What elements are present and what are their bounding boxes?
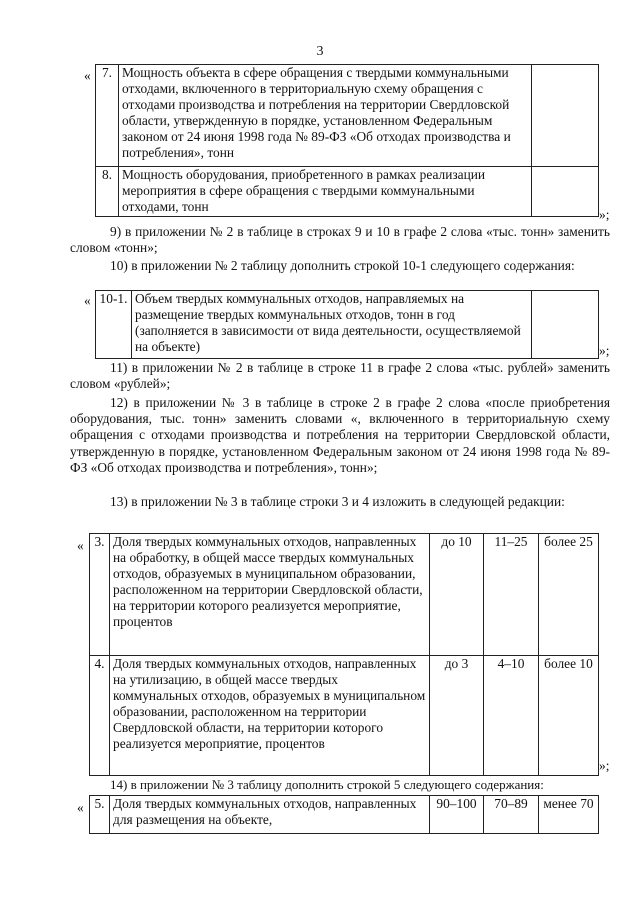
row-text: Мощность оборудования, приобретенного в рамках реализации мероприятия в сфере обращения с твердыми коммунальными отходами, тонн	[119, 167, 532, 217]
paragraph-9: 9) в приложении № 2 в таблице в строках 9 и 10 в графе 2 слова «тыс. тонн» заменить словом «тонн»;	[70, 224, 610, 256]
row-number: 8.	[96, 167, 119, 217]
page-number: 3	[316, 44, 324, 59]
row-text: Доля твердых коммунальных отходов, направленных на утилизацию, в общей массе твердых коммунальных отходов, образуемых в муниципальном образовании, расположенном на территории Свердловской области, на территории которого реализуется мероприятие, процентов	[110, 656, 430, 776]
table-row	[96, 65, 599, 167]
table-row	[96, 167, 599, 217]
row-number: 5.	[90, 796, 110, 834]
row-text: Доля твердых коммунальных отходов, направленных для размещения на объекте,	[110, 796, 430, 834]
quote-open: «	[77, 800, 84, 815]
table-rows-7-8	[95, 64, 599, 217]
table-row	[90, 534, 599, 656]
value-low: 90–100	[430, 796, 484, 834]
value-high: более 25	[539, 534, 599, 656]
row-value-cell	[532, 167, 599, 217]
row-text: Мощность объекта в сфере обращения с твердыми коммунальными отходами, включенного в территориальную схему обращения с отходами производства и потребления на территории Свердловской области, утвержденную в порядке, установленном Федеральным законом от 24 июня 1998 года № 89-ФЗ «Об отходах производства и потребления», тонн	[119, 65, 532, 167]
row-number: 7.	[96, 65, 119, 167]
quote-open: «	[84, 293, 91, 308]
table-row	[90, 796, 599, 834]
paragraph-10: 10) в приложении № 2 таблицу дополнить строкой 10-1 следующего содержания:	[110, 258, 575, 273]
paragraph-11: 11) в приложении № 2 в таблице в строке 11 в графе 2 слова «тыс. рублей» заменить словом «рублей»;	[70, 360, 610, 392]
table-rows-3-4	[89, 533, 599, 776]
value-mid: 4–10	[484, 656, 539, 776]
value-low: до 10	[430, 534, 484, 656]
value-mid: 70–89	[484, 796, 539, 834]
row-number: 10-1.	[96, 291, 132, 359]
row-value-cell	[532, 65, 599, 167]
row-number: 3.	[90, 534, 110, 656]
quote-open: «	[77, 538, 84, 553]
paragraph-12: 12) в приложении № 3 в таблице в строке 2 в графе 2 слова «после приобретения оборудования, тыс. тонн» заменить словами «, включенного в территориальную схему обращения с отходами производства и потребления на территории Свердловской области, утвержденную в порядке, установленном Федеральным законом от 24 июня 1998 года № 89-ФЗ «Об отходах производства и потребления», тонн»;	[70, 395, 610, 475]
value-high: более 10	[539, 656, 599, 776]
quote-close: »;	[599, 758, 610, 773]
table-row-10-1	[95, 290, 599, 359]
quote-open: «	[84, 68, 91, 83]
table-row-5	[89, 795, 599, 834]
quote-close: »;	[599, 207, 610, 222]
quote-close: »;	[599, 343, 610, 358]
table-row	[96, 291, 599, 359]
row-number: 4.	[90, 656, 110, 776]
paragraph-14: 14) в приложении № 3 таблицу дополнить строкой 5 следующего содержания:	[110, 777, 544, 792]
value-mid: 11–25	[484, 534, 539, 656]
row-value-cell	[532, 291, 599, 359]
value-high: менее 70	[539, 796, 599, 834]
value-low: до 3	[430, 656, 484, 776]
row-text: Доля твердых коммунальных отходов, направленных на обработку, в общей массе твердых коммунальных отходов, образуемых в муниципальном образовании, расположенном на территории Свердловской области, на территории которого реализуется мероприятие, процентов	[110, 534, 430, 656]
table-row	[90, 656, 599, 776]
paragraph-13: 13) в приложении № 3 в таблице строки 3 и 4 изложить в следующей редакции:	[110, 494, 565, 509]
row-text: Объем твердых коммунальных отходов, направляемых на размещение твердых коммунальных отходов, тонн в год (заполняется в зависимости от вида деятельности, осуществляемой на объекте)	[132, 291, 532, 359]
